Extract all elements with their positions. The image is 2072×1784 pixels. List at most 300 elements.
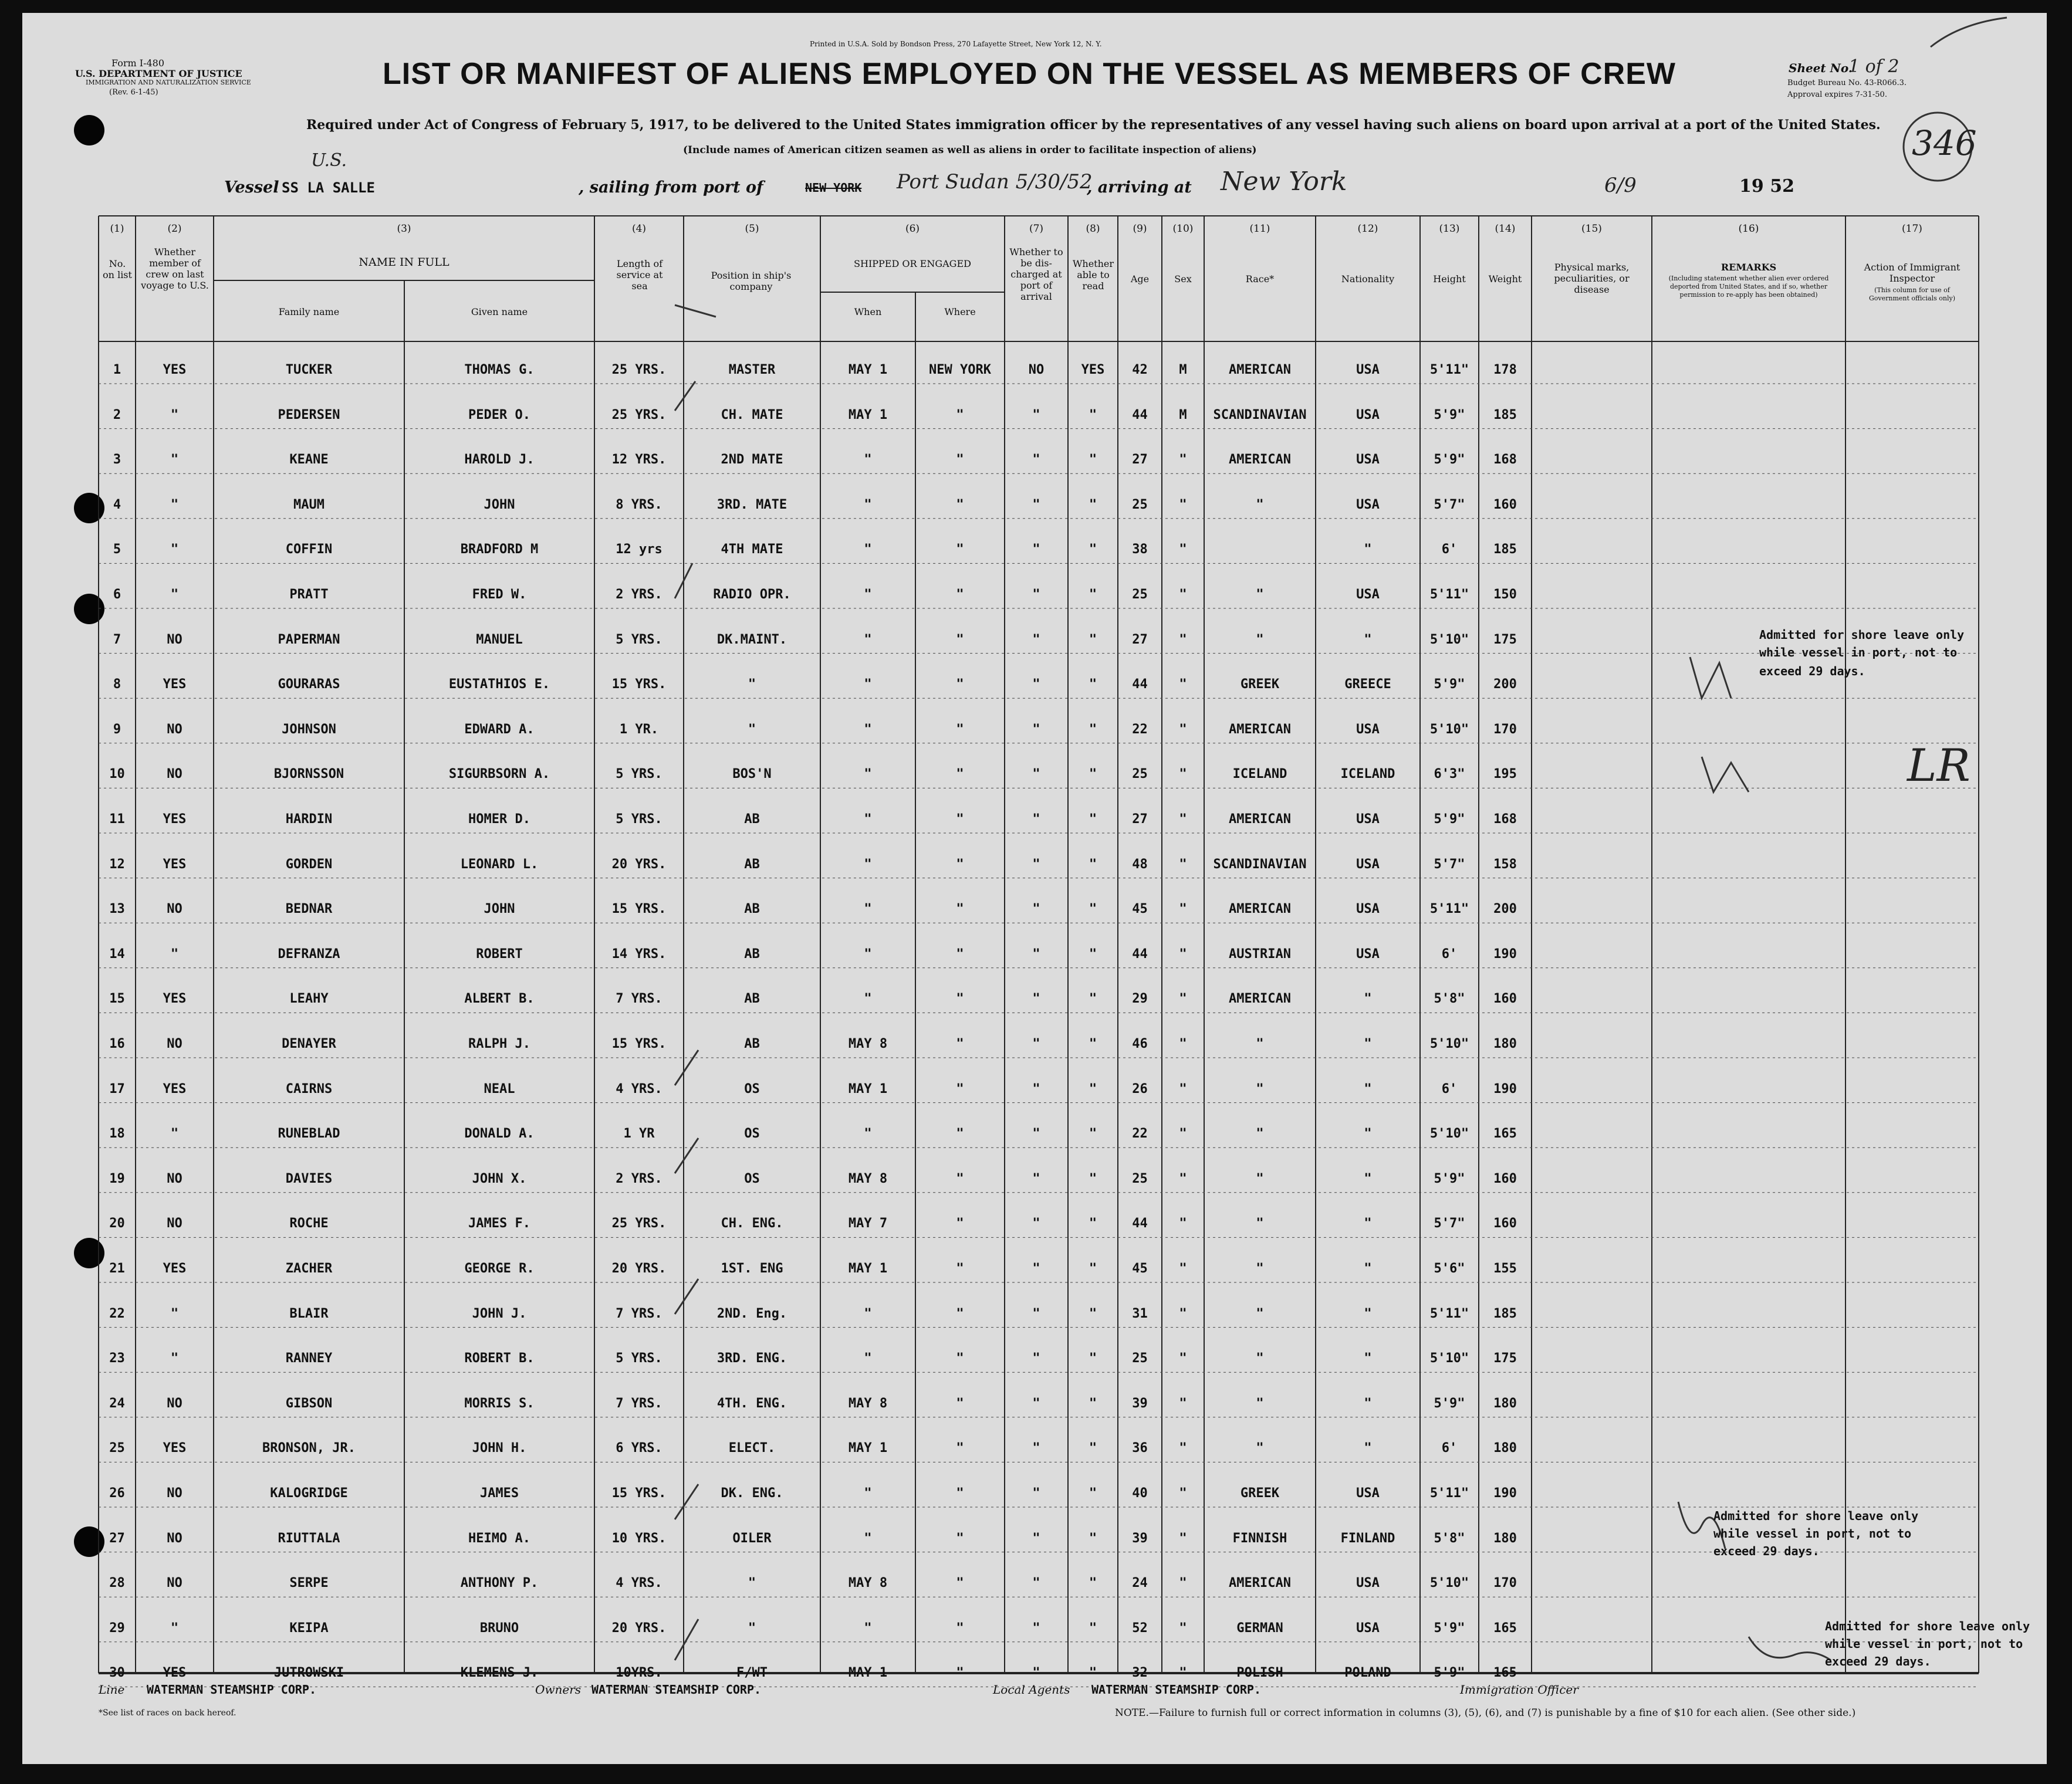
remark-shore-leave-2a: Admitted for shore leave only [1713, 1509, 1919, 1523]
shipped-where-cell: " [956, 946, 964, 962]
shipped-where-cell: " [956, 1665, 964, 1681]
discharged-cell: " [1032, 902, 1040, 917]
row-number-cell: 27 [109, 1531, 125, 1546]
weight-cell: 195 [1493, 767, 1517, 782]
row-number-cell: 28 [109, 1576, 125, 1591]
col-num-11: (11) [1249, 223, 1270, 235]
shipped-where-cell: " [956, 1081, 964, 1096]
shipped-when-cell: " [864, 452, 872, 468]
prev-voyage-cell: NO [167, 902, 182, 917]
shipped-when-cell: " [864, 857, 872, 872]
age-cell: 36 [1132, 1441, 1148, 1456]
race-cell: " [1256, 1037, 1264, 1051]
sex-cell: " [1179, 767, 1187, 782]
family-name-cell: DEFRANZA [278, 946, 340, 962]
sex-cell: " [1179, 857, 1187, 872]
prev-voyage-cell: YES [163, 363, 187, 377]
height-cell: 5'10" [1429, 632, 1469, 647]
row-number-cell: 24 [109, 1396, 125, 1411]
given-name-cell: NEAL [484, 1081, 515, 1096]
discharged-cell: " [1032, 632, 1040, 647]
discharged-cell: " [1032, 946, 1040, 962]
position-cell: " [748, 1620, 756, 1636]
nationality-cell: USA [1356, 1576, 1380, 1591]
nationality-cell: FINLAND [1340, 1531, 1395, 1546]
length-of-service-cell: 8 YRS. [616, 497, 663, 512]
discharged-cell: " [1032, 1531, 1040, 1546]
given-name-cell: JAMES F. [468, 1216, 530, 1231]
weight-cell: 155 [1493, 1261, 1517, 1276]
weight-cell: 180 [1493, 1037, 1517, 1051]
able-to-read-cell: " [1089, 722, 1097, 737]
weight-cell: 190 [1493, 1081, 1517, 1096]
family-name-cell: KEIPA [289, 1620, 329, 1636]
family-name-cell: RUNEBLAD [278, 1126, 340, 1142]
given-name-cell: ANTHONY P. [460, 1576, 539, 1591]
given-name-cell: JAMES [479, 1486, 519, 1501]
hdr-whether-member: Whether member of crew on last voyage to U.S. [141, 246, 209, 291]
nationality-cell: " [1364, 1351, 1372, 1366]
weight-cell: 165 [1493, 1126, 1517, 1142]
row-number-cell: 1 [113, 363, 121, 377]
race-cell: AMERICAN [1229, 902, 1291, 917]
age-cell: 27 [1132, 632, 1148, 647]
given-name-cell: RALPH J. [468, 1037, 530, 1051]
age-cell: 24 [1132, 1576, 1148, 1591]
row-number-cell: 21 [109, 1261, 125, 1276]
prev-voyage-cell: " [170, 542, 179, 557]
family-name-cell: PRATT [289, 587, 329, 602]
shipped-where-cell: " [956, 1576, 964, 1591]
nationality-cell: GREECE [1344, 677, 1391, 692]
col-num-14: (14) [1495, 223, 1516, 235]
weight-cell: 168 [1493, 812, 1517, 827]
hdr-length-service: Length of service at sea [616, 258, 663, 292]
height-cell: 5'7" [1434, 857, 1465, 872]
position-cell: OS [744, 1171, 760, 1186]
able-to-read-cell: " [1089, 902, 1097, 917]
owners-label: Owners [535, 1683, 582, 1697]
height-cell: 5'9" [1434, 1620, 1465, 1636]
prev-voyage-cell: NO [167, 767, 182, 782]
age-cell: 44 [1132, 946, 1148, 962]
nationality-cell: USA [1356, 587, 1380, 602]
age-cell: 45 [1132, 902, 1148, 917]
row-number-cell: 17 [109, 1081, 125, 1096]
race-cell: " [1256, 1261, 1264, 1276]
nationality-cell: " [1364, 1306, 1372, 1321]
weight-cell: 180 [1493, 1396, 1517, 1411]
given-name-cell: FRED W. [472, 587, 527, 602]
sex-cell: " [1179, 902, 1187, 917]
nationality-cell: " [1364, 632, 1372, 647]
owners-value: WATERMAN STEAMSHIP CORP. [591, 1683, 761, 1697]
able-to-read-cell: " [1089, 1126, 1097, 1142]
discharged-cell: " [1032, 542, 1040, 557]
shipped-where-cell: " [956, 812, 964, 827]
discharged-cell: " [1032, 407, 1040, 422]
us-mark: U.S. [311, 150, 347, 171]
prev-voyage-cell: YES [163, 1665, 187, 1681]
family-name-cell: JOHNSON [282, 722, 336, 737]
sex-cell: " [1179, 632, 1187, 647]
age-cell: 32 [1132, 1665, 1148, 1681]
weight-cell: 178 [1493, 363, 1517, 377]
length-of-service-cell: 20 YRS. [611, 1620, 667, 1636]
remark-shore-leave-3b: while vessel in port, not to [1825, 1637, 2023, 1651]
shipped-where-cell: " [956, 902, 964, 917]
given-name-cell: KLEMENS J. [460, 1665, 539, 1681]
given-name-cell: DONALD A. [464, 1126, 535, 1142]
length-of-service-cell: 5 YRS. [616, 812, 663, 827]
shipped-where-cell: " [956, 1306, 964, 1321]
able-to-read-cell: " [1089, 407, 1097, 422]
position-cell: AB [744, 902, 760, 917]
prev-voyage-cell: YES [163, 1261, 187, 1276]
remark-shore-leave-2b: while vessel in port, not to [1713, 1526, 1912, 1541]
position-cell: OS [744, 1126, 760, 1142]
sex-cell: " [1179, 1665, 1187, 1681]
remark-shore-leave-1c: exceed 29 days. [1759, 664, 1865, 678]
race-cell: " [1256, 1216, 1264, 1231]
discharged-cell: " [1032, 1306, 1040, 1321]
nationality-cell: " [1364, 1261, 1372, 1276]
age-cell: 25 [1132, 1171, 1148, 1186]
sex-cell: " [1179, 991, 1187, 1007]
family-name-cell: MAUM [293, 497, 325, 512]
able-to-read-cell: " [1089, 946, 1097, 962]
prev-voyage-cell: " [170, 1306, 179, 1321]
race-cell: SCANDINAVIAN [1213, 407, 1307, 422]
hdr-shipped: SHIPPED OR ENGAGED [854, 258, 971, 269]
shipped-when-cell: MAY 1 [848, 363, 888, 377]
sex-cell: " [1179, 1081, 1187, 1096]
sex-cell: " [1179, 1351, 1187, 1366]
row-number-cell: 13 [109, 902, 125, 917]
shipped-where-cell: NEW YORK [929, 363, 991, 377]
able-to-read-cell: " [1089, 1171, 1097, 1186]
row-number-cell: 9 [113, 722, 121, 737]
row-number-cell: 12 [109, 857, 125, 872]
row-number-cell: 4 [113, 497, 121, 512]
sex-cell: " [1179, 1441, 1187, 1456]
height-cell: 6' [1441, 542, 1458, 557]
sex-cell: " [1179, 1531, 1187, 1546]
given-name-cell: GEORGE R. [464, 1261, 535, 1276]
sheet-label: Sheet No. [1789, 61, 1853, 75]
race-cell: AMERICAN [1229, 452, 1291, 468]
prev-voyage-cell: " [170, 452, 179, 468]
position-cell: CH. ENG. [721, 1216, 783, 1231]
prev-voyage-cell: NO [167, 722, 182, 737]
family-name-cell: KALOGRIDGE [270, 1486, 348, 1501]
age-cell: 25 [1132, 767, 1148, 782]
given-name-cell: ROBERT [476, 946, 523, 962]
length-of-service-cell: 1 YR. [619, 722, 659, 737]
nationality-cell: " [1364, 1126, 1372, 1142]
age-cell: 48 [1132, 857, 1148, 872]
sex-cell: " [1179, 1396, 1187, 1411]
race-cell: AMERICAN [1229, 363, 1291, 377]
position-cell: AB [744, 946, 760, 962]
shipped-when-cell: " [864, 902, 872, 917]
given-name-cell: HOMER D. [468, 812, 530, 827]
family-name-cell: CAIRNS [285, 1081, 333, 1096]
sex-cell: " [1179, 452, 1187, 468]
race-cell: AMERICAN [1229, 722, 1291, 737]
race-cell: FINNISH [1232, 1531, 1287, 1546]
length-of-service-cell: 25 YRS. [611, 407, 667, 422]
length-of-service-cell: 10YRS. [616, 1665, 663, 1681]
prev-voyage-cell: YES [163, 677, 187, 692]
position-cell: 4TH. ENG. [716, 1396, 787, 1411]
family-name-cell: BEDNAR [285, 902, 333, 917]
age-cell: 27 [1132, 812, 1148, 827]
nationality-cell: ICELAND [1340, 767, 1395, 782]
length-of-service-cell: 14 YRS. [611, 946, 667, 962]
position-cell: 2ND MATE [721, 452, 783, 468]
length-of-service-cell: 20 YRS. [611, 857, 667, 872]
able-to-read-cell: " [1089, 587, 1097, 602]
race-cell: AUSTRIAN [1229, 946, 1291, 962]
arriving-label: , arriving at [1087, 178, 1192, 197]
length-of-service-cell: 7 YRS. [616, 1396, 663, 1411]
age-cell: 42 [1132, 363, 1148, 377]
shipped-when-cell: " [864, 542, 872, 557]
family-name-cell: SERPE [289, 1576, 329, 1591]
shipped-when-cell: " [864, 991, 872, 1007]
remark-shore-leave-3a: Admitted for shore leave only [1825, 1619, 2030, 1633]
nationality-cell: " [1364, 542, 1372, 557]
sex-cell: " [1179, 1620, 1187, 1636]
race-cell: " [1256, 497, 1264, 512]
family-name-cell: GORDEN [285, 857, 333, 872]
shipped-where-cell: " [956, 1486, 964, 1501]
position-cell: DK. ENG. [721, 1486, 783, 1501]
given-name-cell: PEDER O. [468, 407, 530, 422]
position-cell: 1ST. ENG [721, 1261, 783, 1276]
height-cell: 5'11" [1429, 587, 1469, 602]
weight-cell: 160 [1493, 1216, 1517, 1231]
shipped-when-cell: " [864, 1306, 872, 1321]
given-name-cell: SIGURBSORN A. [448, 767, 550, 782]
height-cell: 5'11" [1429, 363, 1469, 377]
able-to-read-cell: " [1089, 1665, 1097, 1681]
arriving-hand: New York [1221, 167, 1347, 197]
hdr-race: Race* [1245, 273, 1275, 285]
weight-cell: 190 [1493, 1486, 1517, 1501]
able-to-read-cell: " [1089, 767, 1097, 782]
nationality-cell: USA [1356, 902, 1380, 917]
discharged-cell: " [1032, 1171, 1040, 1186]
family-name-cell: DENAYER [282, 1037, 336, 1051]
able-to-read-cell: " [1089, 1620, 1097, 1636]
row-number-cell: 2 [113, 407, 121, 422]
position-cell: " [748, 1576, 756, 1591]
prev-voyage-cell: YES [163, 812, 187, 827]
age-cell: 46 [1132, 1037, 1148, 1051]
row-number-cell: 16 [109, 1037, 125, 1051]
position-cell: ELECT. [728, 1441, 776, 1456]
able-to-read-cell: " [1089, 1351, 1097, 1366]
position-cell: OILER [732, 1531, 772, 1546]
given-name-cell: BRADFORD M [460, 542, 539, 557]
hdr-name-in-full: NAME IN FULL [359, 256, 449, 269]
row-number-cell: 25 [109, 1441, 125, 1456]
weight-cell: 185 [1493, 407, 1517, 422]
prev-voyage-cell: " [170, 946, 179, 962]
shipped-when-cell: " [864, 587, 872, 602]
nationality-cell: " [1364, 1171, 1372, 1186]
position-cell: CH. MATE [721, 407, 783, 422]
height-cell: 5'11" [1429, 902, 1469, 917]
shipped-when-cell: " [864, 812, 872, 827]
weight-cell: 175 [1493, 632, 1517, 647]
height-cell: 5'9" [1434, 1396, 1465, 1411]
row-number-cell: 26 [109, 1486, 125, 1501]
discharged-cell: " [1032, 1576, 1040, 1591]
race-cell: ICELAND [1232, 767, 1287, 782]
discharged-cell: " [1032, 452, 1040, 468]
height-cell: 5'9" [1434, 677, 1465, 692]
hdr-remarks: REMARKS [1721, 262, 1777, 273]
service: IMMIGRATION AND NATURALIZATION SERVICE [86, 79, 251, 86]
sex-cell: M [1179, 407, 1187, 422]
able-to-read-cell: " [1089, 1081, 1097, 1096]
position-cell: AB [744, 1037, 760, 1051]
discharged-cell: " [1032, 991, 1040, 1007]
able-to-read-cell: " [1089, 1037, 1097, 1051]
shipped-where-cell: " [956, 1620, 964, 1636]
shipped-when-cell: " [864, 946, 872, 962]
length-of-service-cell: 2 YRS. [616, 1171, 663, 1186]
family-name-cell: COFFIN [285, 542, 333, 557]
shipped-where-cell: " [956, 1351, 964, 1366]
height-cell: 5'10" [1429, 1576, 1469, 1591]
sex-cell: " [1179, 677, 1187, 692]
family-name-cell: BRONSON, JR. [262, 1441, 356, 1456]
hdr-age: Age [1130, 273, 1150, 285]
length-of-service-cell: 15 YRS. [611, 1037, 667, 1051]
races-note: *See list of races on back hereof. [99, 1708, 236, 1718]
shipped-when-cell: MAY 8 [848, 1576, 888, 1591]
position-cell: MASTER [728, 363, 776, 377]
remark-shore-leave-3c: exceed 29 days. [1825, 1654, 1931, 1668]
arrival-year: 19 52 [1739, 176, 1794, 197]
shipped-where-cell: " [956, 632, 964, 647]
race-cell: " [1256, 1306, 1264, 1321]
length-of-service-cell: 1 YR [623, 1126, 655, 1142]
race-cell: " [1256, 1126, 1264, 1142]
race-cell: " [1256, 1441, 1264, 1456]
family-name-cell: BLAIR [289, 1306, 329, 1321]
col-num-6: (6) [905, 223, 920, 235]
length-of-service-cell: 4 YRS. [616, 1576, 663, 1591]
age-cell: 44 [1132, 1216, 1148, 1231]
sex-cell: " [1179, 497, 1187, 512]
given-name-cell: JOHN [484, 902, 515, 917]
length-of-service-cell: 2 YRS. [616, 587, 663, 602]
given-name-cell: JOHN X. [472, 1171, 527, 1186]
able-to-read-cell: " [1089, 857, 1097, 872]
height-cell: 5'9" [1434, 452, 1465, 468]
weight-cell: 180 [1493, 1441, 1517, 1456]
given-name-cell: ROBERT B. [464, 1351, 535, 1366]
given-name-cell: JOHN [484, 497, 515, 512]
row-number-cell: 30 [109, 1665, 125, 1681]
sex-cell: " [1179, 722, 1187, 737]
shipped-where-cell: " [956, 722, 964, 737]
discharged-cell: " [1032, 677, 1040, 692]
given-name-cell: HEIMO A. [468, 1531, 530, 1546]
able-to-read-cell: YES [1081, 363, 1105, 377]
shipped-where-cell: " [956, 1126, 964, 1142]
col-num-2: (2) [167, 223, 182, 235]
weight-cell: 150 [1493, 587, 1517, 602]
weight-cell: 160 [1493, 1171, 1517, 1186]
age-cell: 27 [1132, 452, 1148, 468]
race-cell: " [1256, 1171, 1264, 1186]
line-label: Line [99, 1683, 125, 1697]
shipped-when-cell: " [864, 1620, 872, 1636]
race-cell: " [1256, 1081, 1264, 1096]
nationality-cell: " [1364, 1081, 1372, 1096]
length-of-service-cell: 6 YRS. [616, 1441, 663, 1456]
nationality-cell: POLAND [1344, 1665, 1391, 1681]
race-cell: AMERICAN [1229, 812, 1291, 827]
hdr-no-on-list: No. on list [103, 258, 132, 280]
weight-cell: 180 [1493, 1531, 1517, 1546]
age-cell: 40 [1132, 1486, 1148, 1501]
age-cell: 26 [1132, 1081, 1148, 1096]
given-name-cell: LEONARD L. [460, 857, 539, 872]
discharged-cell: " [1032, 1486, 1040, 1501]
race-cell: GREEK [1240, 1486, 1280, 1501]
hdr-height: Height [1433, 273, 1466, 285]
nationality-cell: USA [1356, 1620, 1380, 1636]
discharged-cell: " [1032, 587, 1040, 602]
shipped-when-cell: MAY 1 [848, 1261, 888, 1276]
discharged-cell: " [1032, 1037, 1040, 1051]
sex-cell: " [1179, 1216, 1187, 1231]
col-num-5: (5) [745, 223, 759, 235]
nationality-cell: USA [1356, 363, 1380, 377]
race-cell: POLISH [1236, 1665, 1283, 1681]
hdr-weight: Weight [1488, 273, 1522, 285]
height-cell: 5'10" [1429, 722, 1469, 737]
discharged-cell: NO [1028, 363, 1045, 377]
line-value: WATERMAN STEAMSHIP CORP. [147, 1683, 316, 1697]
weight-cell: 165 [1493, 1665, 1517, 1681]
age-cell: 39 [1132, 1396, 1148, 1411]
height-cell: 5'9" [1434, 407, 1465, 422]
shipped-where-cell: " [956, 1396, 964, 1411]
length-of-service-cell: 5 YRS. [616, 1351, 663, 1366]
shipped-where-cell: " [956, 452, 964, 468]
height-cell: 6'3" [1434, 767, 1465, 782]
row-number-cell: 6 [113, 587, 121, 602]
prev-voyage-cell: " [170, 1620, 179, 1636]
col-num-1: (1) [110, 223, 124, 235]
hdr-when: When [854, 306, 882, 317]
prev-voyage-cell: NO [167, 1531, 182, 1546]
height-cell: 5'9" [1434, 1665, 1465, 1681]
hdr-remarks-sub: (Including statement whether alien ever ordered deported from United States, and if so, whether permission to re-apply has been obtained) [1668, 275, 1829, 299]
prev-voyage-cell: YES [163, 1441, 187, 1456]
hdr-given-name: Given name [471, 306, 528, 317]
col-num-9: (9) [1133, 223, 1147, 235]
row-number-cell: 3 [113, 452, 121, 468]
